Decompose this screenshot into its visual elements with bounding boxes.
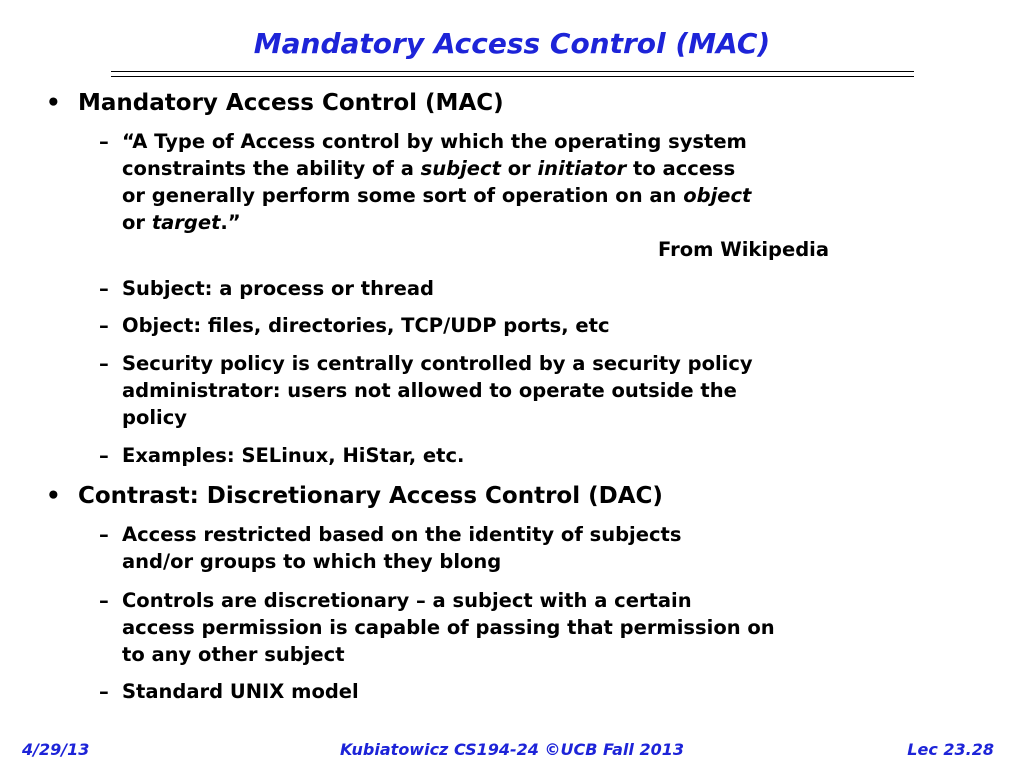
text-segment: administrator: users not allowed to operate outside the — [122, 379, 737, 402]
bullet-text: Mandatory Access Control (MAC) — [78, 90, 504, 116]
dash-marker: – — [99, 352, 109, 375]
bullet-text: Contrast: Discretionary Access Control (DAC) — [78, 483, 663, 509]
dash-marker: – — [99, 680, 109, 703]
slide-title: Mandatory Access Control (MAC) — [253, 27, 771, 60]
text-segment: Access restricted based on the identity of subjects — [122, 523, 682, 546]
text-segment: to any other subject — [122, 643, 345, 666]
subitem-line — [122, 641, 345, 668]
text-segment: Security policy is centrally controlled by a security policy — [122, 352, 753, 375]
subitem-line — [122, 209, 241, 236]
subitem-line — [122, 614, 775, 641]
dash-marker: – — [99, 130, 109, 153]
text-segment: “A Type of Access control by which the operating system — [122, 130, 747, 153]
text-segment: or generally perform some sort of operation on an — [122, 184, 684, 207]
text-segment: to access — [626, 157, 736, 180]
subitem-line — [122, 587, 692, 614]
text-segment: access permission is capable of passing that permission on — [122, 616, 775, 639]
text-segment: policy — [122, 406, 187, 429]
subitem-line — [122, 442, 464, 469]
emphasized-term: object — [683, 184, 752, 207]
subitem-line — [122, 678, 359, 705]
footer-lecture: Lec 23.28 — [907, 740, 994, 759]
emphasized-term: initiator — [537, 157, 627, 180]
subitem-line — [122, 128, 747, 155]
text-segment: Standard UNIX model — [122, 680, 359, 703]
dash-marker: – — [99, 523, 109, 546]
text-segment: constraints the ability of a — [122, 157, 421, 180]
subitem-line — [122, 155, 735, 182]
footer-date: 4/29/13 — [22, 740, 90, 759]
dash-marker: – — [99, 277, 109, 300]
dash-marker: – — [99, 314, 109, 337]
dash-marker: – — [99, 444, 109, 467]
subitem-line — [122, 350, 753, 377]
bullet-marker: • — [46, 483, 61, 509]
emphasized-term: subject — [420, 157, 501, 180]
title-rule-bottom — [111, 76, 914, 77]
emphasized-term: target — [151, 211, 221, 234]
text-segment: or — [122, 211, 152, 234]
text-segment: Controls are discretionary – a subject with a certain — [122, 589, 692, 612]
quote-attribution: From Wikipedia — [658, 238, 830, 261]
subitem-line — [122, 377, 737, 404]
subitem-line — [122, 312, 610, 339]
text-segment: .” — [220, 211, 241, 234]
subitem-line — [122, 521, 681, 548]
text-segment: and/or groups to which they blong — [122, 550, 502, 573]
text-segment: Object: files, directories, TCP/UDP ports, etc — [122, 314, 610, 337]
footer-course: Kubiatowicz CS194-24 ©UCB Fall 2013 — [340, 740, 684, 759]
dash-marker: – — [99, 589, 109, 612]
text-segment: Examples: SELinux, HiStar, etc. — [122, 444, 465, 467]
subitem-line — [122, 182, 751, 209]
title-rule-top — [111, 71, 914, 72]
text-segment: Subject: a process or thread — [122, 277, 434, 300]
subitem-line — [122, 548, 501, 575]
subitem-line — [122, 275, 434, 302]
text-segment: or — [500, 157, 538, 180]
subitem-line — [122, 404, 187, 431]
bullet-marker: • — [46, 90, 61, 116]
